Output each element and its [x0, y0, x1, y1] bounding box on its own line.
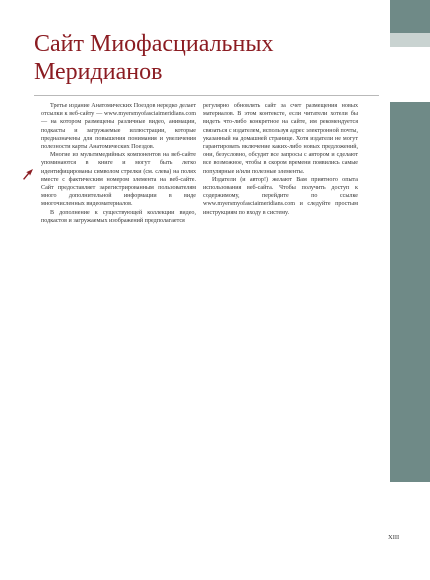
paragraph: Издатели (и автор!) желают Вам приятного опыта использования веб-сайта. Чтобы получить доступ к содержимому, перейдите по ссылке www.myersmyofasciaimeridians.com и следуйте простым инструкциям по входу в систему. — [203, 176, 358, 216]
title-divider — [34, 95, 379, 96]
arrow-icon — [22, 168, 34, 180]
text-column-left — [41, 102, 196, 225]
side-tab-main — [390, 102, 430, 482]
side-tab-top — [390, 0, 430, 33]
title-line-2: Меридианов — [34, 59, 163, 85]
title-line-1: Сайт Миофасциальных — [34, 31, 274, 57]
paragraph-continued: регулярно обновлять сайт за счет размещения новых материалов. В этом контексте, если читатели хотели бы видеть что-либо конкретное на сайте, им рекомендуется связаться с издателем, используя адрес электронной почты, указанный на домашней странице. Хотя издатели не могут гарантировать включение каких-либо новых предложений, они, безусловно, обсудят все запросы с автором и сделают все возможное, чтобы в скором времени появились самые популярные и/или полезные элементы. — [203, 103, 358, 175]
text-column-right — [203, 102, 358, 217]
page-number: XIII — [388, 534, 400, 541]
paragraph: В дополнение к существующей коллекции видео, подкастов и загружаемых изображений предполагается — [41, 209, 196, 224]
paragraph: Третье издание Анатомических Поездов нередко делает отсылки к веб-сайту — www.myersmyofasciaimeridians.com — на котором размещены различные видео, анимации, подкасты и загружаемые иллюстрации, которые предназначены для повышения понимания и увеличения полезности карты Анатомических Поездов. — [41, 103, 196, 151]
paragraph: Многие из мультимедийных компонентов на веб-сайте упоминаются в книге и могут быть легко идентифицированы символом стрелки (см. слева) на полях вместе с фактическим номером элемента на веб-сайте. Сайт предоставляет зарегистрированным пользователям много дополнительной информации в виде многочисленных видеоматериалов. — [41, 152, 196, 208]
page-title — [34, 30, 374, 86]
side-tab-gap — [390, 47, 430, 102]
side-tab-light — [390, 33, 430, 47]
